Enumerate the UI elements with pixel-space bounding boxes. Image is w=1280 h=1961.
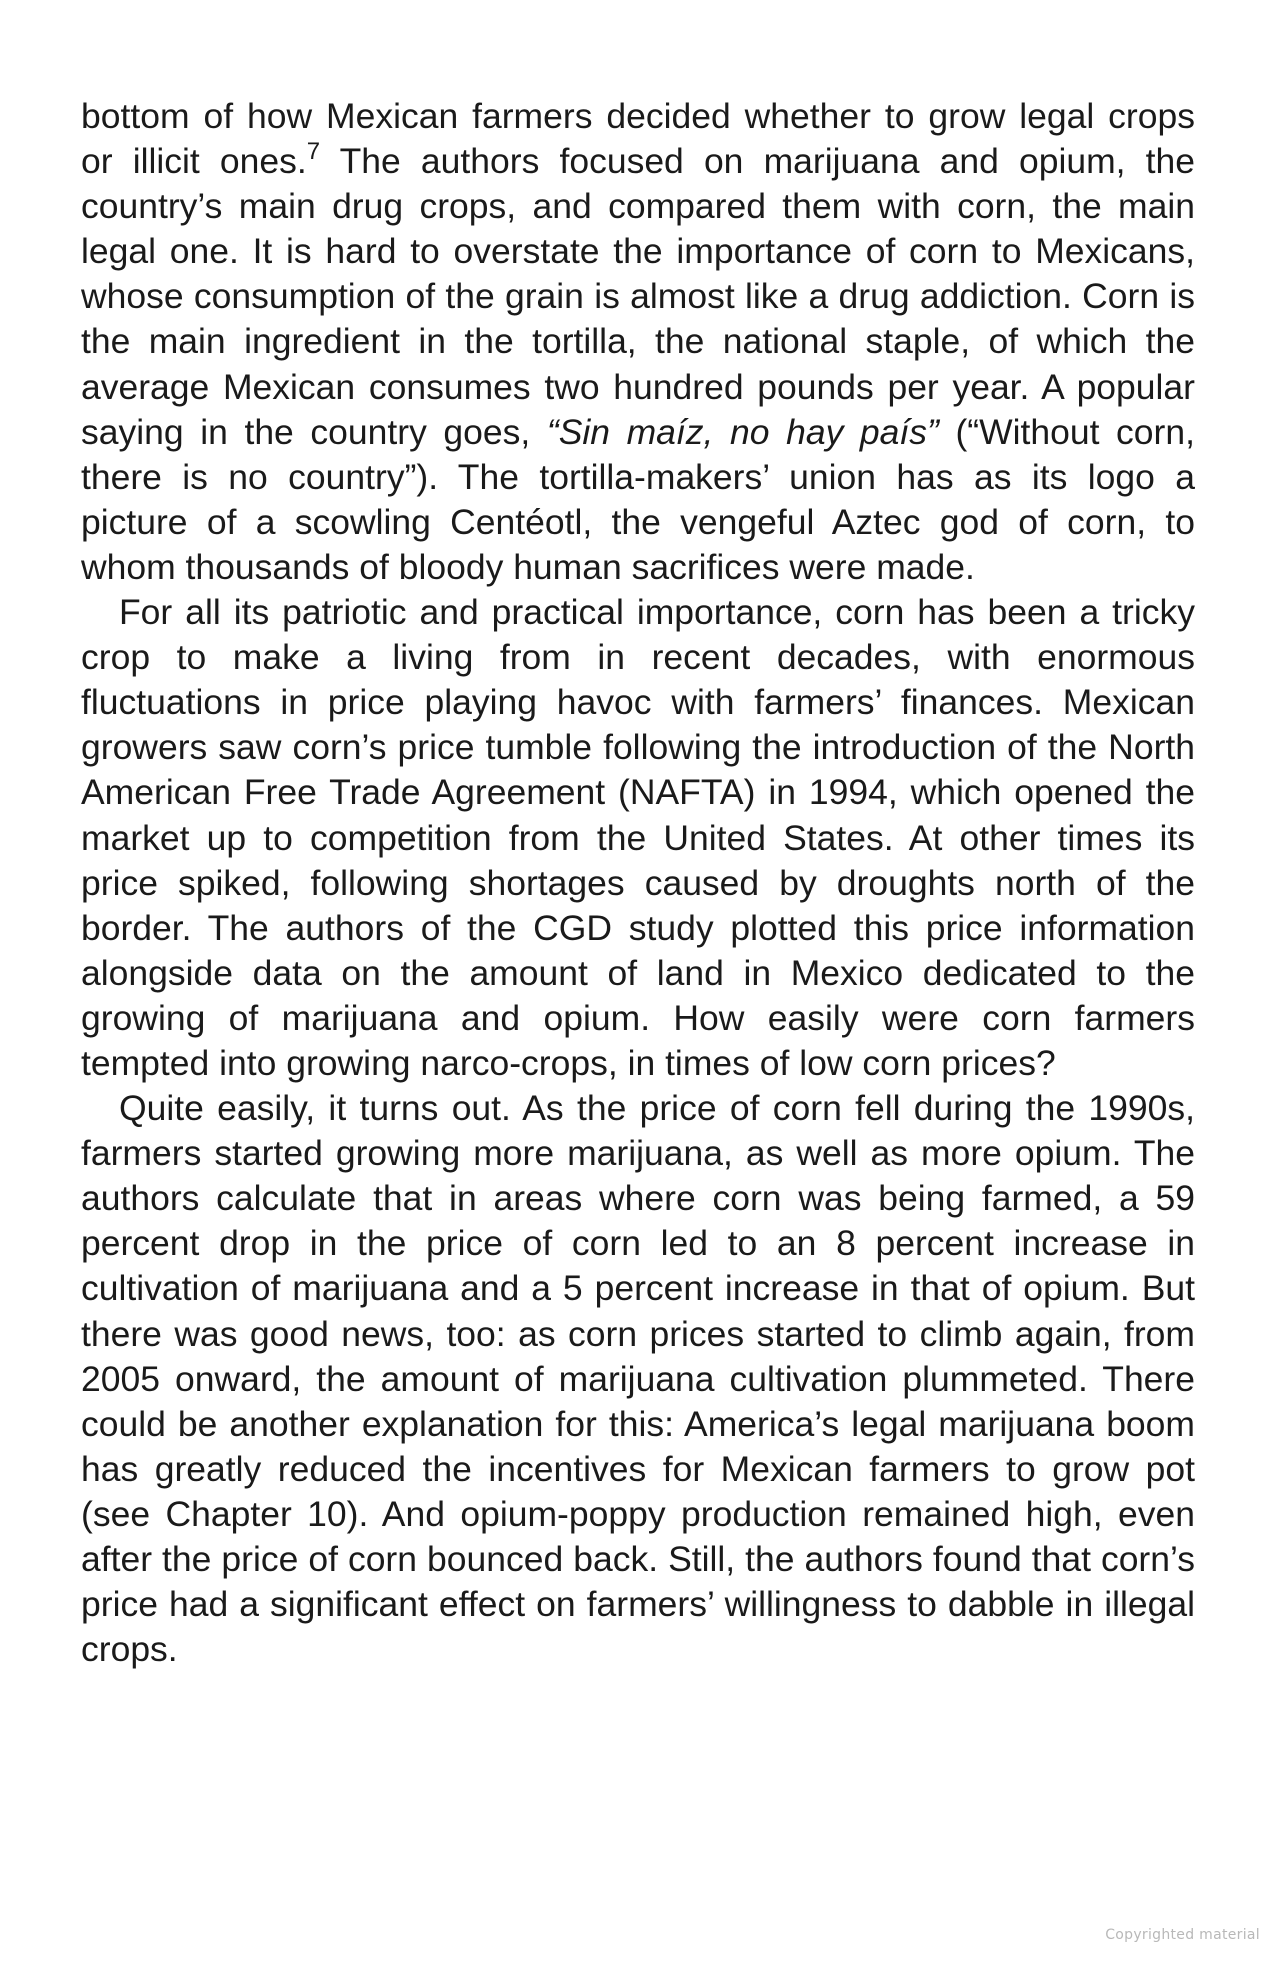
paragraph-1 bbox=[81, 94, 1195, 590]
paragraph-1-closing: (“Without corn, there is no country”). The tortilla-makers’ union has as its logo a picture of a scowling Centéotl, the vengeful Aztec god of corn, to whom thousands of bloody human sacrifices were made. bbox=[81, 411, 1195, 587]
paragraph-2: For all its patriotic and practical importance, corn has been a tricky crop to make a living from in recent decades, with enormous fluctuations in price playing havoc with farmers’ finances. Mexican growers saw corn’s price tumble following the introduction of the North American Free Trade Agreement (NAFTA) in 1994, which opened the market up to competition from the United States. At other times its price spiked, following shortages caused by droughts north of the border. The authors of the CGD study plotted this price information alongside data on the amount of land in Mexico dedicated to the growing of marijuana and opium. How easily were corn farmers tempted into growing narco-crops, in times of low corn prices? bbox=[81, 592, 1195, 1083]
copyright-watermark: Copyrighted material bbox=[1105, 1927, 1260, 1943]
paragraph-3: Quite easily, it turns out. As the price of corn fell during the 1990s, farmers started growing more marijuana, as well as more opium. The authors calculate that in areas where corn was being farmed, a 59 percent drop in the price of corn led to an 8 percent increase in cultivation of marijuana and a 5 percent increase in that of opium. But there was good news, too: as corn prices started to climb again, from 2005 onward, the amount of marijuana cultivation plummeted. There could be another explanation for this: America’s legal marijuana boom has greatly reduced the incentives for Mexican farmers to grow pot (see Chapter 10). And opium-poppy production remained high, even after the price of corn bounced back. Still, the authors found that corn’s price had a significant effect on farmers’ willingness to dabble in illegal crops. bbox=[81, 1088, 1195, 1670]
paragraph-1-middle: The authors focused on marijuana and opium, the country’s main drug crops, and compared them with corn, the main legal one. It is hard to overstate the importance of corn to Mexicans, whose consumption of the grain is almost like a drug addiction. Corn is the main ingredient in the tortilla, the national staple, of which the average Mexican consumes two hundred pounds per year. A popular saying in the country goes, bbox=[81, 141, 1196, 452]
paragraph-1-opening: bottom of how Mexican farmers decided whether to grow legal crops or illicit ones. bbox=[81, 96, 1195, 182]
footnote-marker[interactable]: 7 bbox=[306, 138, 321, 166]
spanish-saying-quote: “Sin maíz, no hay país” bbox=[546, 411, 939, 452]
book-page-body bbox=[81, 94, 1195, 1672]
